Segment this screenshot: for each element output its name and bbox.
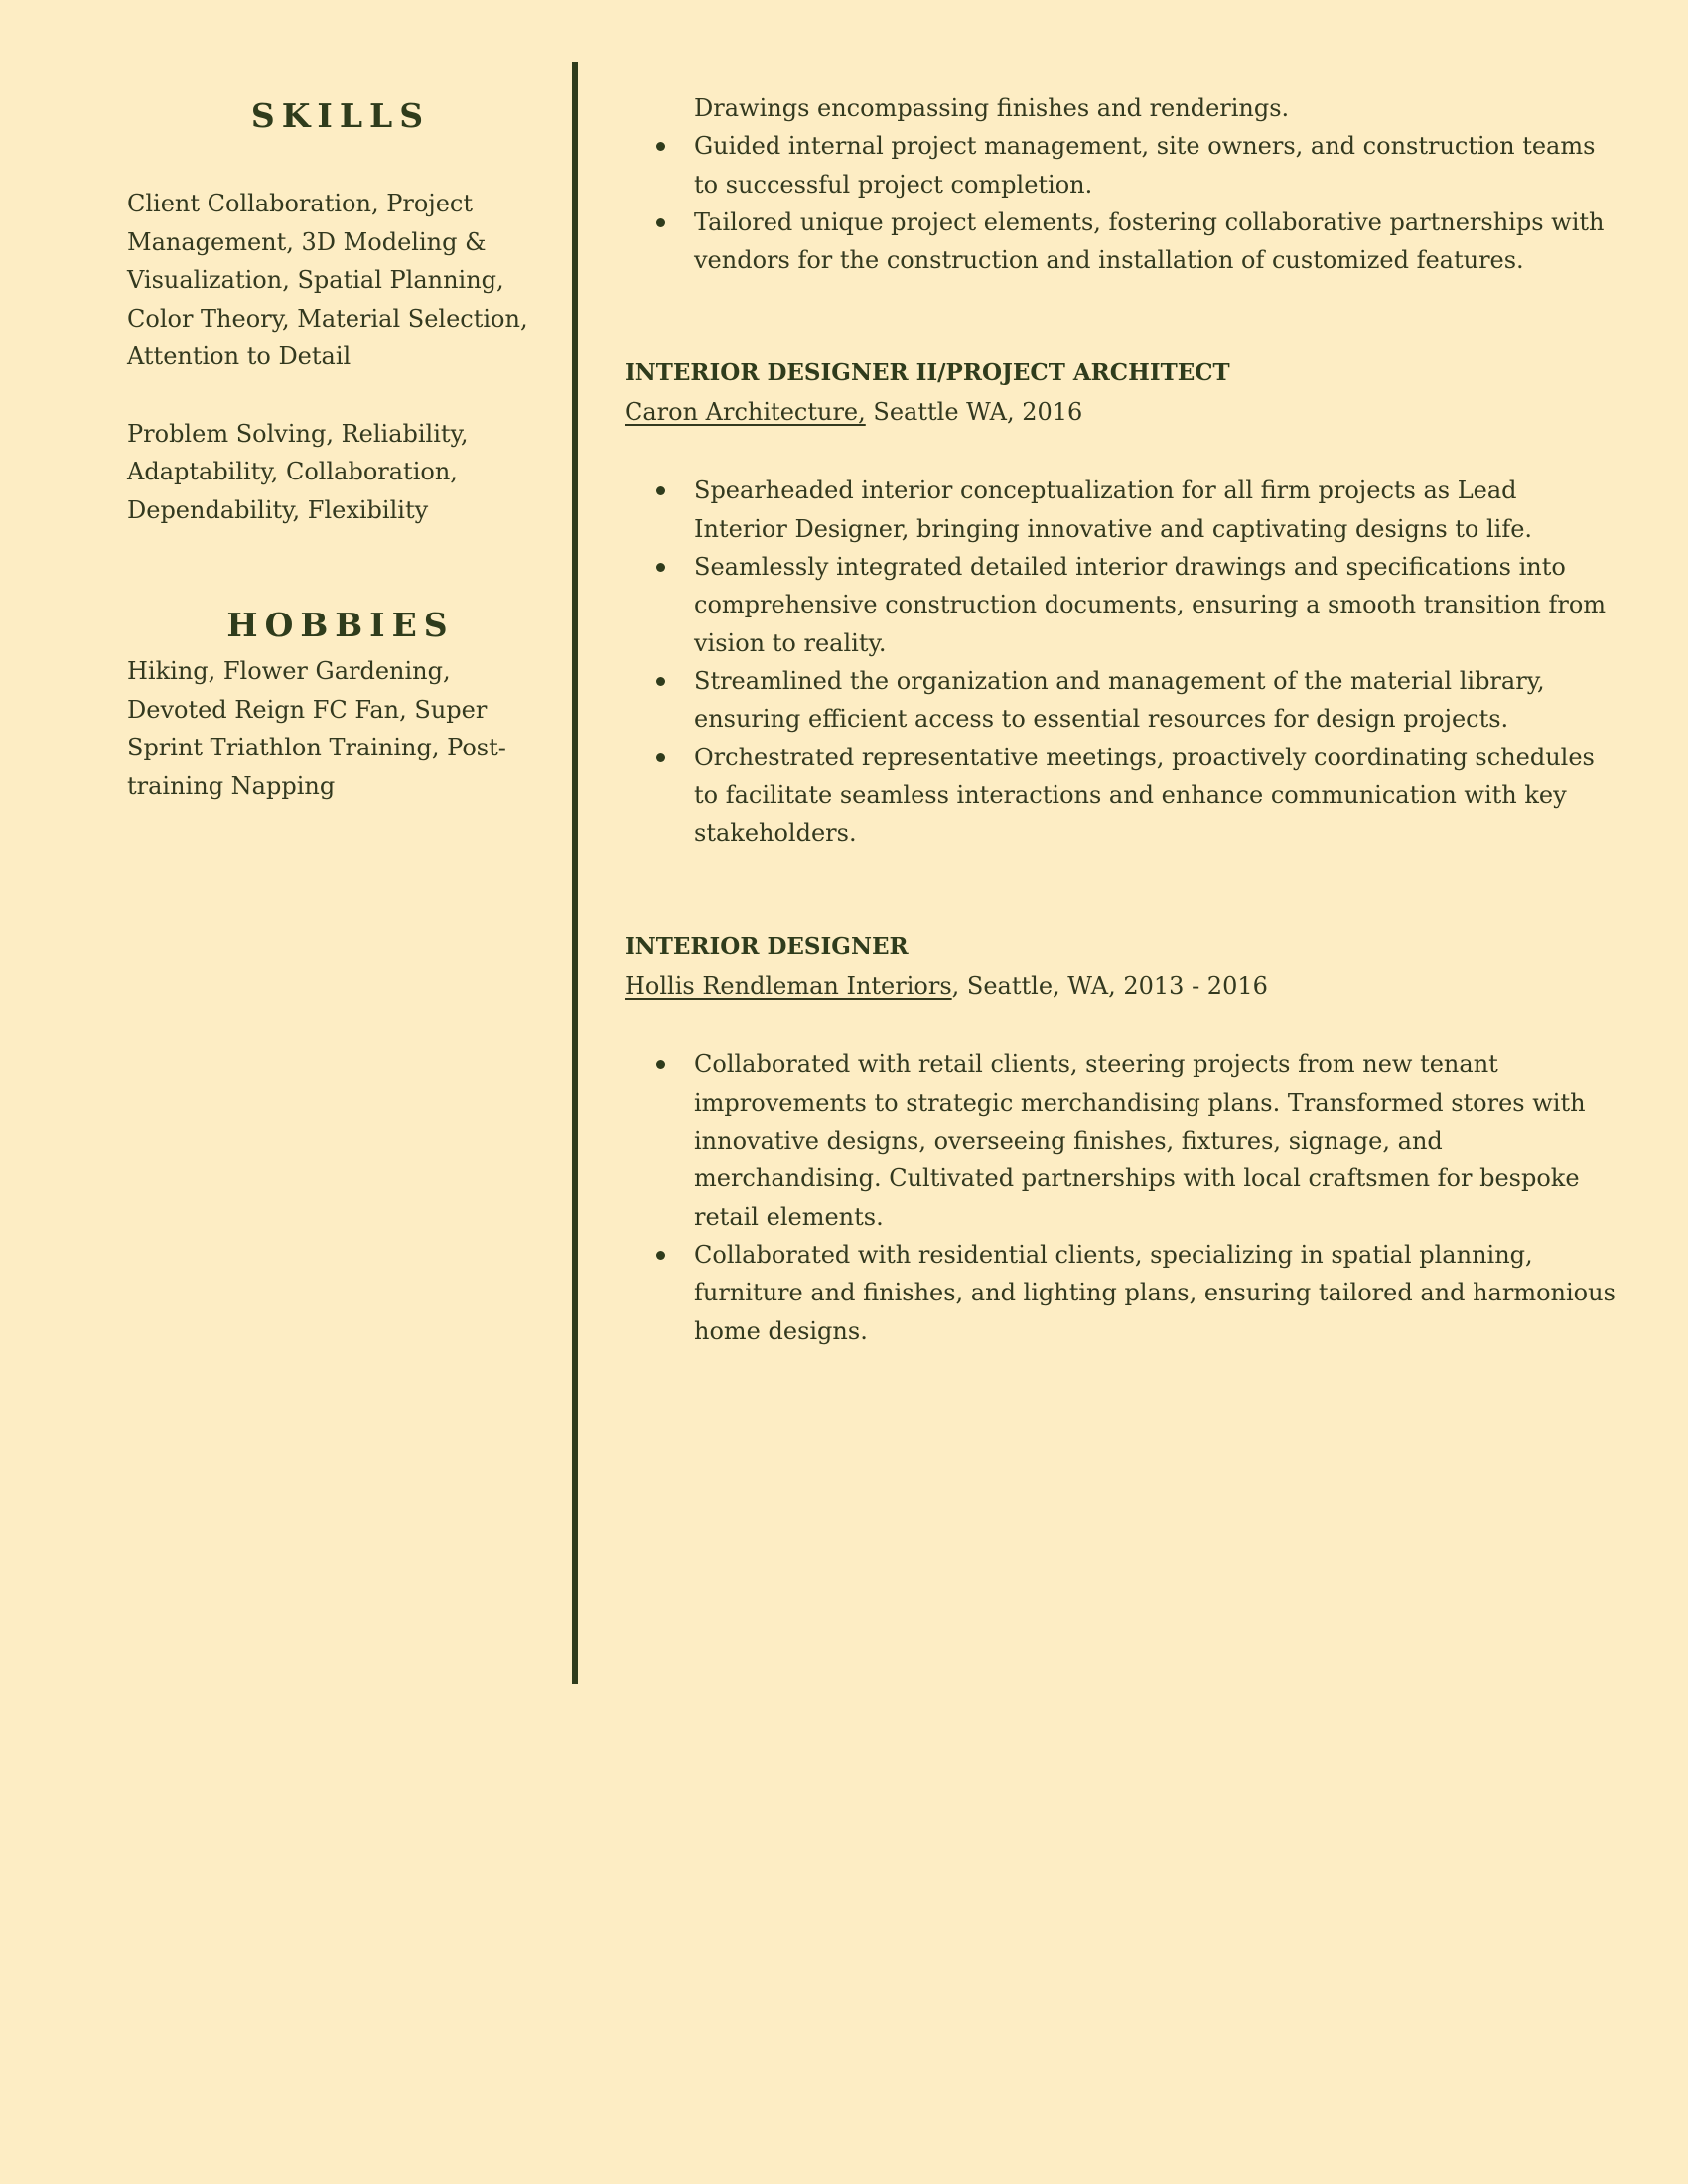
hobbies-paragraph: Hiking, Flower Gardening, Devoted Reign FC Fan, Super Sprint Triathlon Training, Post-training Napping bbox=[127, 657, 506, 800]
vertical-divider bbox=[572, 62, 578, 1684]
list-item bbox=[625, 739, 1618, 853]
bullet-text: Collaborated with retail clients, steering projects from new tenant improvements to strategic merchandising plans. Transformed stores with innovative designs, overseeing finishes, fixtures, signage, and merchandising. Cultivated partnerships with local craftsmen for bespoke retail elements. bbox=[694, 1050, 1586, 1231]
bullet-text: Tailored unique project elements, fostering collaborative partnerships with vendors for the construction and installation of customized features. bbox=[694, 207, 1605, 275]
bullet-icon bbox=[656, 142, 665, 151]
list-item bbox=[625, 1236, 1618, 1350]
bullet-text: Orchestrated representative meetings, proactively coordinating schedules to facilitate seamless interactions and enhance communication with key stakeholders. bbox=[694, 743, 1595, 848]
hobbies-heading: HOBBIES bbox=[226, 606, 455, 644]
sidebar bbox=[127, 89, 554, 805]
job-details-1: Seattle WA, 2016 bbox=[865, 398, 1083, 427]
job-meta-1 bbox=[625, 392, 1618, 432]
bullet-text: Spearheaded interior conceptualization for all firm projects as Lead Interior Designer, bringing innovative and captivating designs to life. bbox=[694, 477, 1533, 543]
bullet-text: Seamlessly integrated detailed interior drawings and specifications into comprehensive construction documents, ensuring a smooth transition from vision to reality. bbox=[694, 553, 1607, 657]
job-1-bullet-list bbox=[625, 472, 1618, 852]
list-item bbox=[625, 127, 1618, 204]
bullet-icon bbox=[656, 218, 665, 227]
list-item bbox=[625, 472, 1618, 548]
bullet-icon bbox=[656, 1251, 665, 1260]
company-name-2: Hollis Rendleman Interiors bbox=[625, 972, 952, 1001]
bullet-icon bbox=[656, 486, 665, 495]
bullet-text: Collaborated with residential clients, specializing in spatial planning, furniture and finishes, and lighting plans, ensuring tailored and harmonious home designs. bbox=[694, 1240, 1616, 1345]
skills-paragraph-1: Client Collaboration, Project Management, 3D Modeling & Visualization, Spatial Planning, Color Theory, Material Selection, Attention to Detail bbox=[127, 190, 528, 370]
job-2-bullet-list bbox=[625, 1045, 1618, 1349]
continued-line: Drawings encompassing finishes and renderings. bbox=[694, 94, 1290, 122]
list-item bbox=[625, 548, 1618, 662]
bullet-text: Streamlined the organization and management of the material library, ensuring efficient access to essential resources for design projects. bbox=[694, 666, 1545, 734]
job-title-2: INTERIOR DESIGNER bbox=[625, 933, 909, 961]
list-item bbox=[625, 662, 1618, 739]
continued-bullet-list bbox=[625, 127, 1618, 279]
job-details-2: , Seattle, WA, 2013 - 2016 bbox=[951, 972, 1268, 1001]
job-meta-2 bbox=[625, 966, 1618, 1006]
list-item bbox=[625, 1045, 1618, 1235]
bullet-icon bbox=[656, 563, 665, 572]
skills-heading: SKILLS bbox=[250, 96, 431, 135]
job-title-1: INTERIOR DESIGNER II/PROJECT ARCHITECT bbox=[625, 359, 1230, 387]
skills-paragraph-2: Problem Solving, Reliability, Adaptability, Collaboration, Dependability, Flexibility bbox=[127, 419, 469, 524]
experience-section bbox=[625, 89, 1618, 1350]
bullet-icon bbox=[656, 1060, 665, 1069]
bullet-text: Guided internal project management, site owners, and construction teams to successful project completion. bbox=[694, 132, 1596, 199]
company-name-1: Caron Architecture, bbox=[625, 398, 866, 427]
list-item bbox=[625, 204, 1618, 280]
bullet-icon bbox=[656, 753, 665, 762]
bullet-icon bbox=[656, 677, 665, 686]
